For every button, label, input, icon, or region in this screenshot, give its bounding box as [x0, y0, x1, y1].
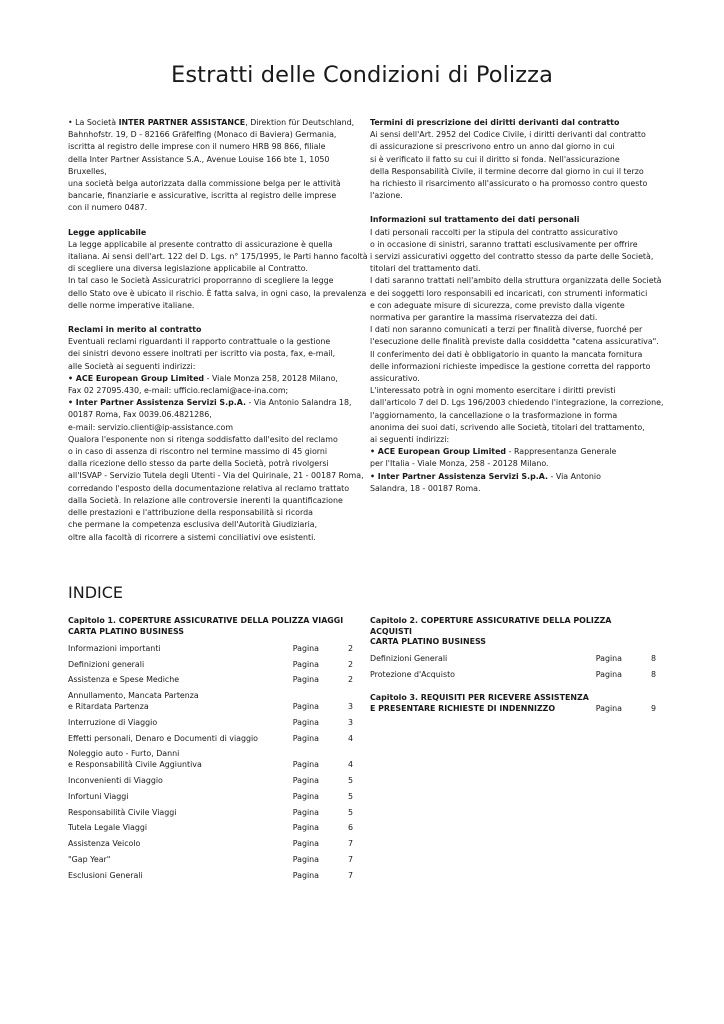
toc-row-page-word: Pagina [292, 775, 319, 785]
toc-row-page-word: Pagina [292, 701, 319, 711]
toc-row-page-number: 4 [347, 759, 353, 769]
toc-row[interactable] [68, 657, 353, 673]
legge-heading: Legge applicabile [68, 227, 147, 237]
toc-row-page-number: 4 [347, 733, 353, 743]
reclami-address-ipa-name: • Inter Partner Assistenza Servizi S.p.A. [68, 398, 246, 408]
intro-bullet: • La Società [68, 118, 119, 127]
intro-section [68, 117, 368, 215]
toc-row-page-word: Pagina [292, 675, 319, 685]
toc-chapter-2-3 [370, 616, 656, 714]
toc-row-page-number: 5 [347, 791, 353, 801]
toc-row-page-number: 7 [347, 855, 353, 865]
toc-row[interactable] [68, 805, 353, 821]
reclami-heading: Reclami in merito al contratto [68, 325, 202, 335]
reclami-address-ace-text: - Viale Monza 258, 20128 Milano, Fax 02 27095.430, e-mail: ufficio.reclami@ace-ina.com; [68, 373, 338, 396]
toc-row-page-word: Pagina [292, 643, 319, 653]
toc-row-label: Assistenza e Spese Mediche [68, 675, 180, 685]
toc-row-page-number: 3 [347, 717, 353, 727]
right-column [370, 117, 670, 507]
toc-row-label: Noleggio auto - Furto, Danni e Responsabilità Civile Aggiuntiva [68, 749, 202, 769]
chapter-2-rows [370, 652, 656, 684]
toc-row-page-number: 8 [650, 670, 656, 680]
chapter-1-title: Capitolo 1. COPERTURE ASSICURATIVE DELLA POLIZZA VIAGGI CARTA PLATINO BUSINESS [68, 616, 344, 636]
toc-row-page-number: 2 [347, 659, 353, 669]
reclami-text-1: Eventuali reclami riguardanti il rapporto contrattuale o la gestione dei sinistri devono essere inoltrati per iscritto via posta, fax, e-mail, alle Società ai seguenti indirizzi: [68, 337, 336, 371]
toc-row[interactable] [68, 837, 353, 853]
chapter-3-title: Capitolo 3. REQUISITI PER RICEVERE ASSISTENZA E PRESENTARE RICHIESTE DI INDENNIZZO [370, 693, 589, 713]
termini-text: Ai sensi dell'Art. 2952 del Codice Civile, i diritti derivanti dal contratto di assicurazione si prescrivono entro un anno dal giorno in cui si è verificato il fatto su cui il diritto si fonda. Nell'assicurazione della Responsabilità Civile, il termine decorre dal giorno in cui il terzo ha richiesto il risarcimento all'assicurato o ha promosso contro questo l'azione. [370, 130, 648, 201]
indice-heading: INDICE [68, 583, 124, 602]
toc-row-page-word: Pagina [292, 733, 319, 743]
chapter-1-rows [68, 641, 353, 884]
reclami-address-ace [68, 373, 368, 397]
toc-row[interactable] [68, 821, 353, 837]
privacy-address-ace-text: - Rappresentanza Generale per l'Italia - Viale Monza, 258 - 20128 Milano. [370, 447, 617, 469]
toc-row[interactable] [68, 689, 353, 715]
toc-row[interactable] [68, 747, 353, 773]
toc-row[interactable] [68, 731, 353, 747]
privacy-address-ace [370, 446, 670, 470]
toc-row-page-number: 7 [347, 839, 353, 849]
reclami-address-ipa [68, 397, 368, 434]
toc-row-label: Tutela Legale Viaggi [68, 823, 148, 833]
toc-row-label: Effetti personali, Denaro e Documenti di viaggio [68, 733, 259, 743]
toc-row-page-number: 5 [347, 807, 353, 817]
toc-row[interactable] [68, 868, 353, 884]
reclami-section [68, 324, 368, 544]
toc-row[interactable] [68, 853, 353, 869]
toc-row-page-word: Pagina [292, 855, 319, 865]
toc-row-label: Inconvenienti di Viaggio [68, 775, 163, 785]
toc-row-page-word: Pagina [292, 791, 319, 801]
privacy-address-ipa [370, 471, 670, 495]
toc-row-label: Assistenza Veicolo [68, 839, 141, 849]
toc-row-page-number: 3 [347, 701, 353, 711]
toc-row-page-word: Pagina [595, 670, 622, 680]
toc-row-label: Definizioni Generali [370, 654, 448, 664]
toc-row-page-number: 8 [650, 654, 656, 664]
toc-row-page-number: 7 [347, 871, 353, 881]
toc-row-page-number: 2 [347, 675, 353, 685]
page-title: Estratti delle Condizioni di Polizza [171, 62, 553, 88]
termini-section [370, 117, 670, 202]
toc-row-page-word: Pagina [595, 654, 622, 664]
chapter-3-entry[interactable] [370, 693, 656, 714]
reclami-text-2: Qualora l'esponente non si ritenga soddisfatto dall'esito del reclamo o in caso di assenza di riscontro nel termine massimo di 45 giorni dalla ricezione dello stesso da parte della Società, potrà rivolgersi all'ISVAP - Servizio Tutela degli Utenti - Via del Quirinale, 21 - 00187 Roma, corredando l'esposto della documentazione relativa al reclamo trattato dalla Società. In relazione alle controversie inerenti la quantificazione delle prestazioni e l'attribuzione della responsabilità si ricorda che permane la competenza esclusiva dell'Autorità Giudiziaria, oltre alla facoltà di ricorrere a sistemi conciliativi ove esistenti. [68, 434, 364, 542]
privacy-heading: Informazioni sul trattamento dei dati personali [370, 215, 580, 225]
toc-row-page-word: Pagina [292, 717, 319, 727]
reclami-address-ace-name: • ACE European Group Limited [68, 373, 205, 383]
toc-row-page-word: Pagina [292, 823, 319, 833]
legge-text: La legge applicabile al presente contratto di assicurazione è quella italiana. Ai sensi dell'art. 122 del D. Lgs. n° 175/1995, le Parti hanno facoltà di scegliere una diversa legislazione applicabile al Contratto. In tal caso le Società Assicuratrici proporranno di scegliere la legge dello Stato ove è ubicato il rischio. È fatta salva, in ogni caso, la prevalenza delle norme imperative italiane. [68, 239, 368, 310]
toc-row-page-word: Pagina [292, 659, 319, 669]
left-column [68, 117, 368, 556]
toc-row-page-number: 2 [347, 643, 353, 653]
toc-row-page-word: Pagina [292, 759, 319, 769]
toc-row-page-word: Pagina [292, 839, 319, 849]
toc-row[interactable] [68, 789, 353, 805]
privacy-address-ace-name: • ACE European Group Limited [370, 447, 507, 457]
toc-row-label: Esclusioni Generali [68, 871, 143, 881]
legge-section [68, 227, 368, 312]
privacy-address-ipa-text: - Via Antonio Salandra, 18 - 00187 Roma. [370, 471, 601, 493]
toc-row[interactable] [68, 673, 353, 689]
termini-heading: Termini di prescrizione dei diritti derivanti dal contratto [370, 118, 620, 127]
chapter-3-page-word: Pagina [595, 703, 622, 713]
toc-row-label: Protezione d'Acquisto [370, 670, 456, 680]
toc-row-label: Definizioni generali [68, 659, 145, 669]
toc-row[interactable] [68, 641, 353, 657]
toc-row-label: Responsabilità Civile Viaggi [68, 807, 177, 817]
reclami-address-ipa-text: - Via Antonio Salandra 18, 00187 Roma, Fax 0039.06.4821286, e-mail: servizio.clienti@ip-assistance.com [68, 398, 352, 432]
toc-row-page-number: 6 [347, 823, 353, 833]
chapter-3-page-number: 9 [650, 703, 656, 713]
privacy-section [370, 214, 670, 495]
privacy-text: I dati personali raccolti per la stipula del contratto assicurativo o in occasione di sinistri, saranno trattati esclusivamente per offrire i servizi assicurativi oggetto del contratto stesso da parte delle Società, titolari del trattamento dati. I dati saranno trattati nell'ambito della struttura organizzata delle Società e dei soggetti loro responsabili ed incaricati, con strumenti informatici e con adeguate misure di sicurezza, come previsto dalla vigente normativa per garantire la massima riservatezza dei dati. I dati non saranno comunicati a terzi per finalità diverse, fuorché per l'esecuzione delle finalità previste dalla cosiddetta "catena assicurativa". Il conferimento dei dati è obbligatorio in quanto la mancata fornitura delle informazioni richieste impedisce la gestione corretta del rapporto assicurativo. L'interessato potrà in ogni momento esercitare i diritti previsti dall'articolo 7 del D. Lgs 196/2003 chiedendo l'integrazione, la correzione, l'aggiornamento, la cancellazione o la trasformazione in forma anonima dei suoi dati, scrivendo alle Società, titolari del trattamento, ai seguenti indirizzi: [370, 227, 664, 445]
toc-chapter-1 [68, 616, 353, 884]
toc-row-page-number: 5 [347, 775, 353, 785]
toc-row-label: Infortuni Viaggi [68, 791, 129, 801]
intro-text: , Direktion für Deutschland, Bahnhofstr. 19, D - 82166 Gräfelfing (Monaco di Baviera) Germania, iscritta al registro delle imprese con il numero HRB 98 866, filiale della Inter Partner Assistance S.A., Avenue Louise 166 bte 1, 1050 Bruxelles, una società belga autorizzata dalla commissione belga per le attività bancarie, finanziarie e assicurative, iscritta al registro delle imprese con il numero 0487. [68, 118, 355, 213]
toc-row-page-word: Pagina [292, 807, 319, 817]
toc-row-label: Annullamento, Mancata Partenza e Ritardata Partenza [68, 691, 199, 711]
toc-row[interactable] [370, 667, 656, 683]
intro-paragraph [68, 117, 368, 215]
toc-row[interactable] [68, 715, 353, 731]
toc-row[interactable] [68, 773, 353, 789]
toc-row[interactable] [370, 652, 656, 668]
toc-row-label: Informazioni importanti [68, 643, 161, 653]
intro-company: INTER PARTNER ASSISTANCE [118, 118, 246, 127]
toc-row-label: "Gap Year" [68, 855, 111, 865]
chapter-2-title: Capitolo 2. COPERTURE ASSICURATIVE DELLA POLIZZA ACQUISTI CARTA PLATINO BUSINESS [370, 616, 612, 646]
toc-row-page-word: Pagina [292, 871, 319, 881]
toc-row-label: Interruzione di Viaggio [68, 717, 158, 727]
privacy-address-ipa-name: • Inter Partner Assistenza Servizi S.p.A. [370, 471, 548, 481]
